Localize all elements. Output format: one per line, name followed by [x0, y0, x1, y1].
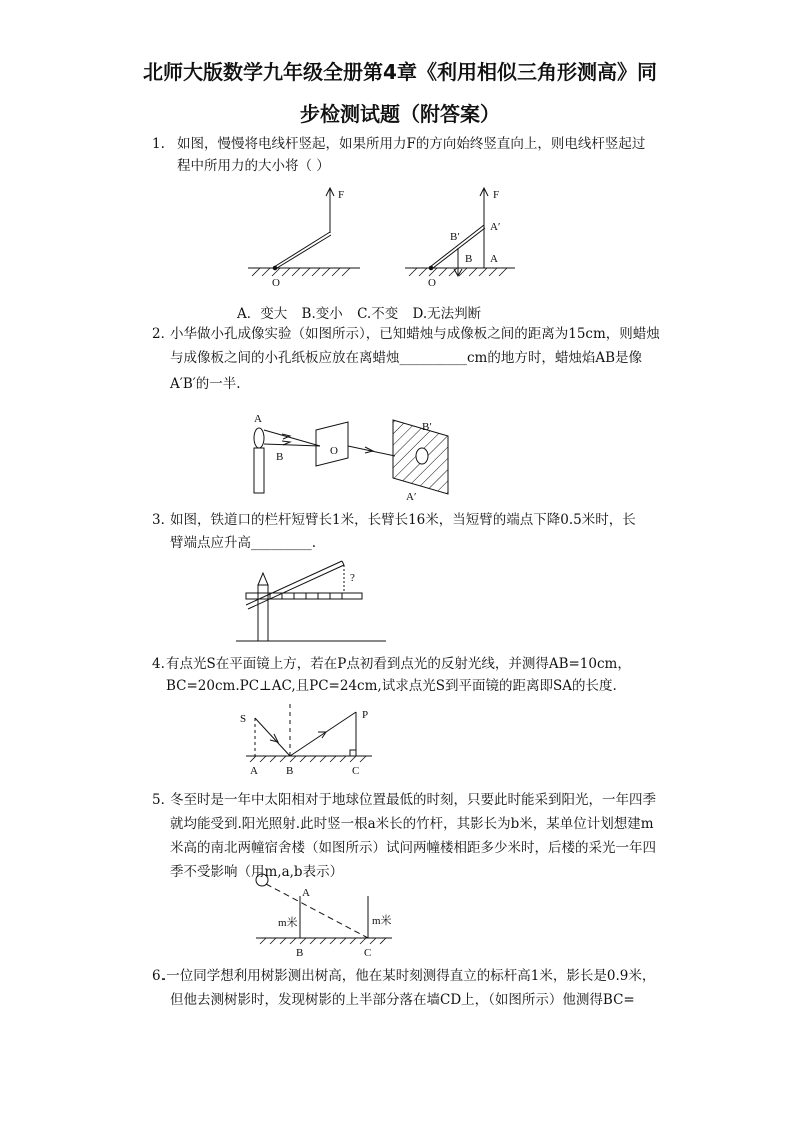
q2-text-line1: 小华做小孔成像实验（如图所示），已知蜡烛与成像板之间的距离为15cm，则蜡烛: [170, 326, 660, 342]
q1-option-a: A．变大: [237, 306, 288, 322]
q1-figure: [0, 180, 794, 300]
q6-text-line2: 但他去测树影时，发现树影的上半部分落在墙CD上，（如图所示）他测得BC=: [170, 992, 635, 1008]
q5-number: 5．: [152, 792, 175, 808]
q1-text-line1: 如图，慢慢将电线杆竖起，如果所用力F的方向始终竖直向上，则电线杆竖起过: [177, 136, 646, 152]
q1-label-o2: O: [428, 277, 436, 289]
q5-figure: [0, 870, 794, 960]
q6-text-line1: .一位同学想利用树影测出树高，他在某时刻测得直立的标杆高1米，影长是0.9米，: [162, 968, 656, 984]
q4-figure: [0, 702, 794, 782]
q5-label-a: A: [302, 887, 310, 899]
raised-arm-b: [248, 565, 344, 609]
q3-number: 3．: [152, 512, 175, 528]
q4-number: 4.: [152, 656, 165, 672]
q1-label-f2: F: [493, 189, 500, 201]
pinhole-board: [316, 422, 348, 466]
q5-text-line2: 就均能受到.阳光照射.此时竖一根a米长的竹杆，其影长为b米，某单位计划想建m: [170, 816, 654, 832]
q3-text-line1: 如图，铁道口的栏杆短臂长1米，长臂长16米，当短臂的端点下降0.5米时，长: [170, 512, 636, 528]
reflected-ray: [290, 712, 356, 756]
q3-label-question: ?: [350, 572, 355, 584]
q5-text-line4: 季不受影响（用m,a,b表示）: [170, 864, 344, 880]
q1-label-b: B: [465, 253, 473, 265]
q5-text-line1: 冬至时是一年中太阳相对于地球位置最低的时刻，只要此时能采到阳光，一年四季: [170, 792, 656, 808]
q4-label-c: C: [352, 765, 360, 777]
q5-label-b: B: [296, 947, 304, 959]
page-title-line1: 北师大版数学九年级全册第4章《利用相似三角形测高》同: [143, 60, 657, 84]
q2-figure: [0, 408, 794, 508]
q1-label-o1: O: [272, 277, 280, 289]
q5-label-m1: m米: [278, 917, 298, 929]
sun-ray: [266, 884, 368, 938]
page-title-line2: 步检测试题（附答案）: [300, 102, 500, 126]
q3-text-line2: 臂端点应升高_________.: [170, 535, 317, 551]
q6-number: 6.: [152, 968, 165, 984]
q1-number: 1.: [152, 136, 165, 152]
q2-number: 2．: [152, 326, 175, 342]
q1-option-b: B.变小: [301, 306, 343, 322]
barrier-bar: [246, 593, 362, 599]
q4-label-p: P: [362, 709, 369, 721]
q4-label-b: B: [286, 765, 294, 777]
q1-options: [237, 302, 491, 322]
incident-ray: [255, 718, 290, 756]
q2-label-a: A: [254, 413, 262, 425]
q1-label-f1: F: [338, 189, 345, 201]
q1-label-bprime: B′: [450, 231, 460, 243]
q4-text-line1: 有点光S在平面镜上方，若在P点初看到点光的反射光线，并测得AB=10cm，: [166, 656, 631, 672]
q2-text-line3: A′B′的一半.: [170, 376, 241, 392]
q2-label-bprime: B′: [422, 421, 432, 433]
q1-text-line2: 程中所用力的大小将（ ）: [177, 158, 330, 174]
q3-figure: [0, 555, 794, 645]
q1-option-c: C.不变: [357, 306, 399, 322]
q1-left-diagram: [248, 188, 360, 276]
q1-option-d: D.无法判断: [412, 306, 482, 322]
q5-label-m2: m米: [372, 915, 392, 927]
q2-label-aprime: A′: [406, 491, 417, 503]
pole-line-a: [274, 232, 330, 267]
q4-label-s: S: [240, 713, 247, 725]
q5-label-c: C: [364, 947, 372, 959]
q1-label-aprime: A′: [490, 221, 501, 233]
q4-label-a: A: [250, 765, 258, 777]
q2-label-b: B: [276, 451, 284, 463]
q2-text-line2: 与成像板之间的小孔纸板应放在离蜡烛__________cm的地方时，蜡烛焰AB是像: [170, 350, 643, 366]
q5-text-line3: 米高的南北两幢宿舍楼（如图所示）试问两幢楼相距多少米时，后楼的采光一年四: [170, 840, 656, 856]
pole-line-b: [277, 235, 331, 268]
candle-flame: [254, 428, 264, 448]
q4-text-line2: BC=20cm.PC⊥AC,且PC=24cm,试求点光S到平面镜的距离即SA的长度.: [166, 678, 617, 694]
q1-label-a: A: [490, 253, 498, 265]
q2-label-o: O: [330, 445, 338, 457]
candle-body: [254, 448, 264, 493]
